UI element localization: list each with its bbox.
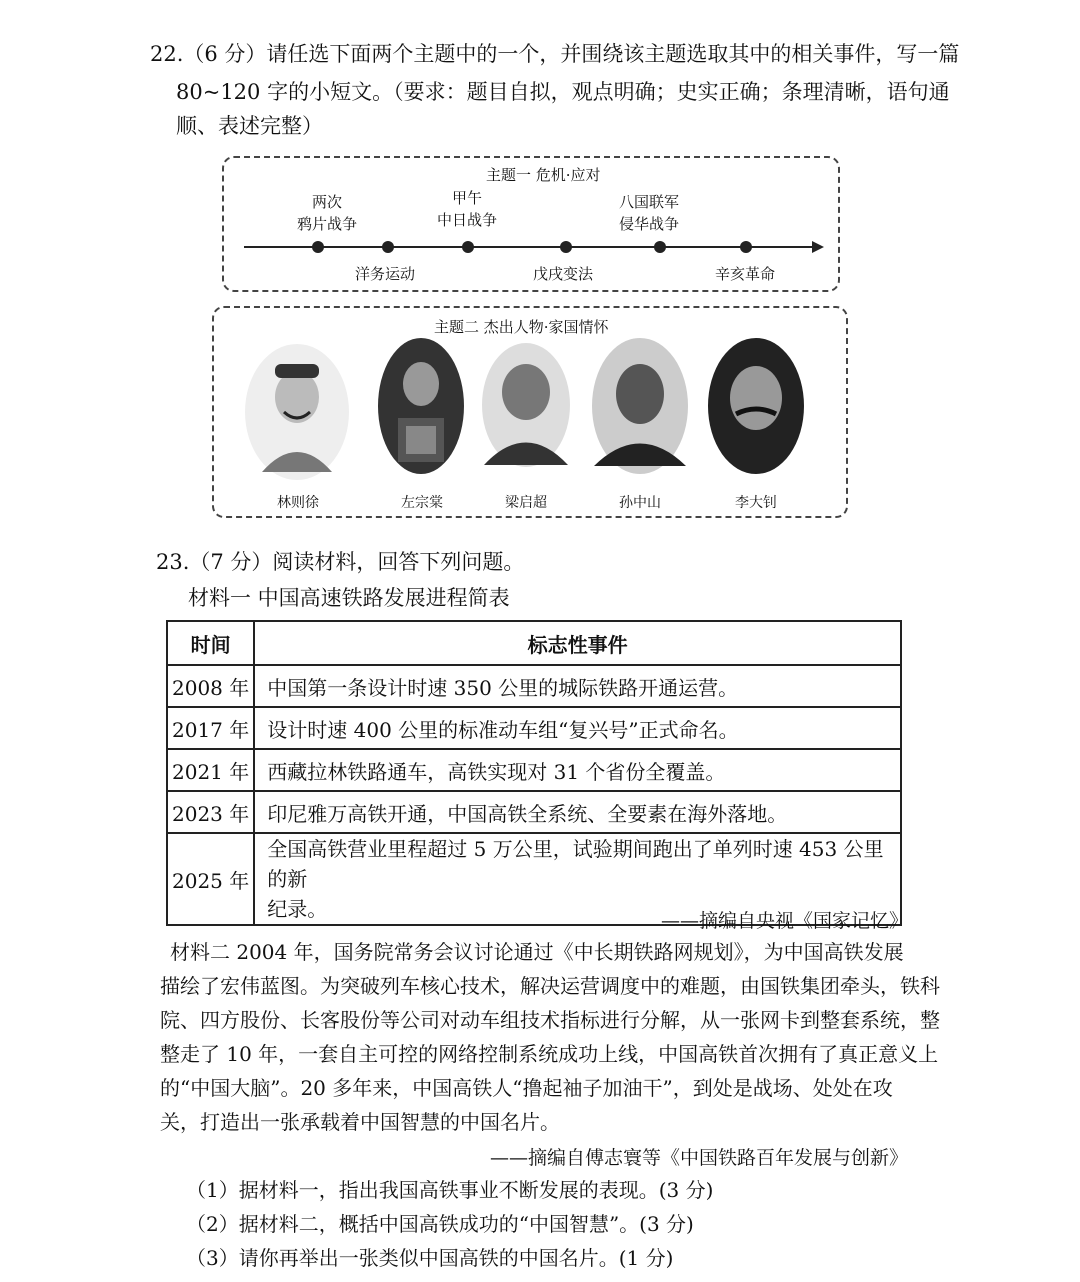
q23-intro: 23.（7 分）阅读材料，回答下列问题。 xyxy=(156,550,525,574)
table-cell-year: 2025 年 xyxy=(167,833,254,925)
timeline-event-eight-nation-alliance: 八国联军 侵华战争 xyxy=(618,193,679,233)
person-name-lin-zexu: 林则徐 xyxy=(277,495,319,511)
portrait-zuo-zongtang xyxy=(376,336,466,476)
table-cell-year: 2008 年 xyxy=(167,665,254,707)
timeline-event-sino-japanese-war: 甲午 中日战争 xyxy=(436,189,497,229)
theme2-box xyxy=(212,306,848,518)
table-cell-event: 印尼雅万高铁开通，中国高铁全系统、全要素在海外落地。 xyxy=(254,791,901,833)
table-row xyxy=(167,791,901,833)
timeline-axis xyxy=(244,246,814,248)
q22-line-3: 顺、表述完整） xyxy=(176,114,323,138)
table-cell-year: 2017 年 xyxy=(167,707,254,749)
table-cell-event: 设计时速 400 公里的标准动车组“复兴号”正式命名。 xyxy=(254,707,901,749)
q22-line-1: 22.（6 分）请任选下面两个主题中的一个，并围绕该主题选取其中的相关事件，写一篇 xyxy=(150,42,960,66)
portrait-liang-qichao xyxy=(480,340,572,470)
timeline-event-reform-1898: 戊戌变法 xyxy=(532,265,593,283)
question-1: （1）据材料一，指出我国高铁事业不断发展的表现。(3 分) xyxy=(186,1178,714,1202)
table-cell-event-line: 全国高铁营业里程超过 5 万公里，试验期间跑出了单列时速 453 公里的新 xyxy=(267,837,884,891)
portrait-lin-zexu xyxy=(242,342,352,482)
person-name-sun-yatsen: 孙中山 xyxy=(619,495,661,511)
table-cell-year: 2021 年 xyxy=(167,749,254,791)
timeline-dot xyxy=(462,241,474,253)
table-cell-event: 西藏拉林铁路通车，高铁实现对 31 个省份全覆盖。 xyxy=(254,749,901,791)
material2-line: 描绘了宏伟蓝图。为突破列车核心技术，解决运营调度中的难题，由国铁集团牵头，铁科 xyxy=(160,974,940,998)
question-2: （2）据材料二，概括中国高铁成功的“中国智慧”。(3 分) xyxy=(186,1212,694,1236)
material2-line: 的“中国大脑”。20 多年来，中国高铁人“撸起袖子加油干”，到处是战场、处处在攻 xyxy=(160,1076,893,1100)
table-row xyxy=(167,749,901,791)
material2-line: 整走了 10 年，一套自主可控的网络控制系统成功上线，中国高铁首次拥有了真正意义上 xyxy=(160,1042,939,1066)
person-name-zuo-zongtang: 左宗棠 xyxy=(401,495,443,511)
table-header-row xyxy=(167,621,901,665)
table-header-event: 标志性事件 xyxy=(254,621,901,665)
theme1-box xyxy=(222,156,840,292)
timeline-dot xyxy=(560,241,572,253)
timeline-event-opium-wars: 两次 鸦片战争 xyxy=(296,193,357,233)
theme2-title: 主题二 杰出人物·家国情怀 xyxy=(434,318,609,336)
material2-line: 关，打造出一张承载着中国智慧的中国名片。 xyxy=(160,1110,560,1134)
person-name-liang-qichao: 梁启超 xyxy=(505,495,547,511)
timeline-event-westernization: 洋务运动 xyxy=(354,265,415,283)
timeline-dot xyxy=(382,241,394,253)
theme1-title: 主题一 危机·应对 xyxy=(486,166,601,184)
portrait-sun-yatsen xyxy=(590,336,690,476)
material1-title: 材料一 中国高速铁路发展进程简表 xyxy=(188,586,510,610)
table-cell-year: 2023 年 xyxy=(167,791,254,833)
timeline-dot xyxy=(654,241,666,253)
person-name-li-dazhao: 李大钊 xyxy=(735,495,777,511)
source-citation-1: ——摘编自央视《国家记忆》 xyxy=(660,910,908,932)
timeline-dot xyxy=(312,241,324,253)
table-cell-event-line: 纪录。 xyxy=(267,897,328,921)
table-cell-event: 中国第一条设计时速 350 公里的城际铁路开通运营。 xyxy=(254,665,901,707)
rail-table xyxy=(166,620,902,926)
material2-line: 院、四方股份、长客股份等公司对动车组技术指标进行分解，从一张网卡到整套系统，整 xyxy=(160,1008,940,1032)
q22-line-2: 80~120 字的小短文。（要求：题目自拟，观点明确；史实正确；条理清晰，语句通 xyxy=(176,80,950,104)
timeline-event-xinhai: 辛亥革命 xyxy=(714,265,775,283)
timeline-arrow xyxy=(812,241,824,253)
table-header-time: 时间 xyxy=(167,621,254,665)
table-row xyxy=(167,707,901,749)
timeline-dot xyxy=(740,241,752,253)
source-citation-2: ——摘编自傅志寰等《中国铁路百年发展与创新》 xyxy=(489,1147,908,1169)
table-row xyxy=(167,665,901,707)
material2-line: 材料二 2004 年，国务院常务会议讨论通过《中长期铁路网规划》，为中国高铁发展 xyxy=(170,940,904,964)
portrait-li-dazhao xyxy=(706,336,806,476)
question-3: （3）请你再举出一张类似中国高铁的中国名片。(1 分) xyxy=(186,1246,674,1270)
